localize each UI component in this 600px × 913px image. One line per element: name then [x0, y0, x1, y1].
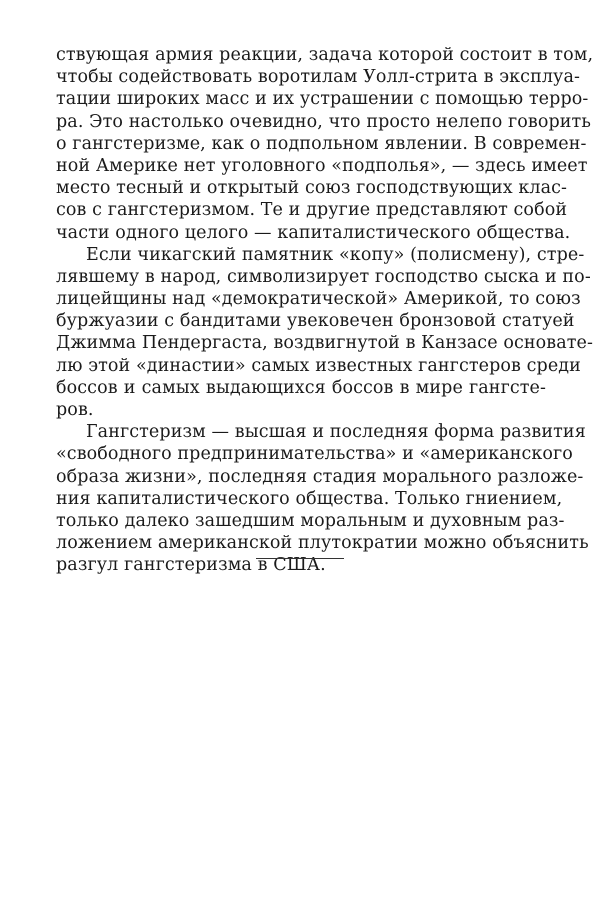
- text-line: о гангстеризме, как о подпольном явлении. В современ-: [56, 133, 587, 154]
- paragraph-1: [56, 44, 594, 244]
- text-line: Гангстеризм — высшая и последняя форма развития: [86, 422, 586, 443]
- text-line: «свободного предпринимательства» и «американского: [56, 444, 573, 465]
- text-line: тации широких масс и их устрашении с помощью терро-: [56, 89, 589, 110]
- text-line: только далеко зашедшим моральным и духовным раз-: [56, 510, 565, 531]
- paragraph-2: [56, 244, 593, 422]
- text-line: сов с гангстеризмом. Те и другие представляют собой: [56, 200, 568, 221]
- text-line: образа жизни», последняя стадия морального разложе-: [56, 466, 584, 487]
- text-line: лицейщины над «демократической» Америкой, то союз: [56, 289, 581, 310]
- text-line: ложением американской плутократии можно объяснить: [56, 533, 589, 554]
- text-line: лявшему в народ, символизирует господство сыска и по-: [56, 266, 591, 287]
- page-text: [56, 44, 594, 577]
- text-line: боссов и самых выдающихся боссов в мире гангсте-: [56, 377, 546, 398]
- text-line: ной Америке нет уголовного «подполья», — здесь имеет: [56, 155, 588, 176]
- text-line: Если чикагский памятник «копу» (полисмену), стре-: [86, 244, 585, 265]
- text-line: ров.: [56, 400, 94, 420]
- text-line: разгул гангстеризма в США.: [56, 555, 326, 576]
- text-line: ствующая армия реакции, задача которой состоит в том,: [56, 45, 594, 65]
- text-line: место тесный и открытый союз господствующих клас-: [56, 178, 568, 199]
- text-line: лю этой «династии» самых известных гангстеров среди: [56, 355, 581, 376]
- text-line: Джимма Пендергаста, воздвигнутой в Канзасе основате-: [56, 333, 593, 354]
- text-line: части одного целого — капиталистического общества.: [56, 222, 571, 243]
- text-line: ра. Это настолько очевидно, что просто нелепо говорить: [56, 111, 591, 132]
- paragraph-3: [56, 421, 589, 576]
- section-end-rule: [256, 558, 344, 559]
- text-line: ния капиталистического общества. Только гниением,: [56, 488, 563, 509]
- text-line: чтобы содействовать воротилам Уолл-стрита в эксплуа-: [56, 67, 581, 88]
- text-line: буржуазии с бандитами увековечен бронзовой статуей: [56, 311, 575, 332]
